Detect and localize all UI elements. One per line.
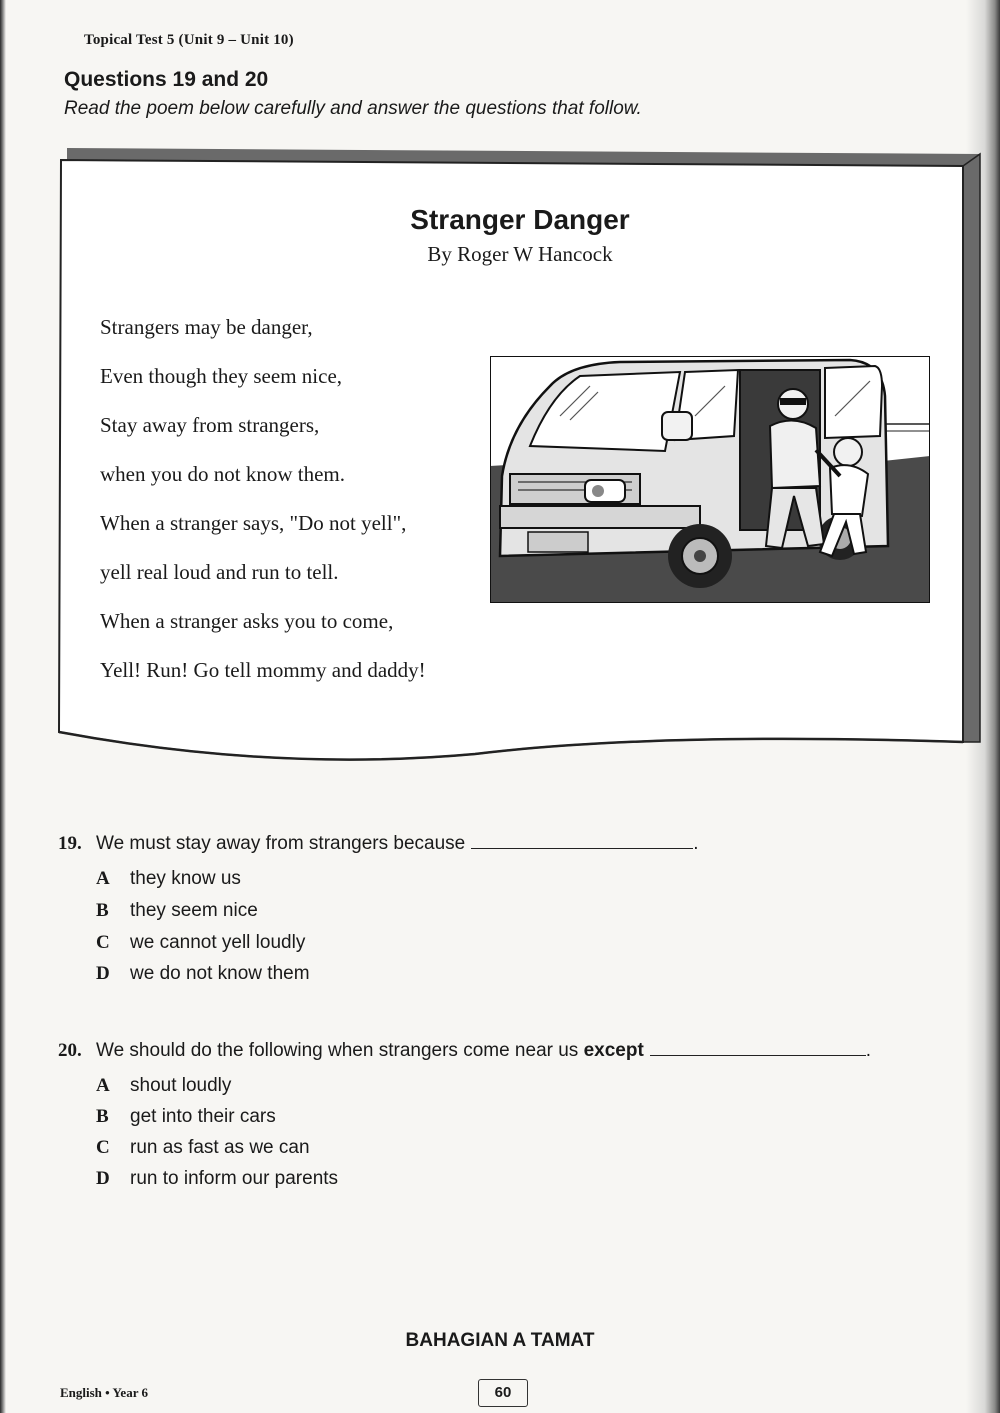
instruction-text: Read the poem below carefully and answer the questions that follow. [64, 98, 642, 119]
stem-end: . [693, 833, 699, 854]
question-emphasis: except [583, 1040, 644, 1061]
option-letter: D [96, 1168, 110, 1189]
poem-line: When a stranger says, "Do not yell", [100, 511, 407, 535]
option-text: they know us [130, 868, 241, 889]
option-text: get into their cars [130, 1106, 276, 1127]
poem-line: Stay away from strangers, [100, 413, 320, 437]
option-letter: C [96, 932, 110, 953]
option-letter: C [96, 1137, 110, 1158]
poem-line: Strangers may be danger, [100, 315, 313, 339]
poem-line: When a stranger asks you to come, [100, 609, 394, 633]
question-19 [58, 833, 699, 855]
option-text: we cannot yell loudly [130, 932, 306, 953]
option-text: we do not know them [130, 963, 310, 984]
option-letter: A [96, 868, 110, 889]
option-text: shout loudly [130, 1075, 232, 1096]
answer-blank [650, 1053, 866, 1056]
question-stem: We must stay away from strangers because [96, 833, 466, 854]
option-20-b [96, 1106, 276, 1128]
poem-line: yell real loud and run to tell. [100, 560, 339, 584]
answer-blank [471, 846, 693, 849]
option-19-d [96, 963, 310, 985]
stem-end: . [865, 1040, 872, 1061]
test-title: Topical Test 5 (Unit 9 – Unit 10) [84, 32, 294, 48]
van-illustration [490, 356, 930, 603]
option-19-b [96, 900, 258, 922]
question-number: 20. [58, 1040, 82, 1061]
option-text: run as fast as we can [130, 1137, 310, 1158]
page-number: 60 [478, 1379, 528, 1407]
option-20-a [96, 1075, 231, 1097]
poem-author: By Roger W Hancock [427, 242, 613, 266]
question-20 [58, 1040, 871, 1062]
option-text: run to inform our parents [130, 1168, 339, 1189]
option-19-a [96, 868, 241, 890]
question-number: 19. [58, 833, 82, 854]
poem-line: when you do not know them. [100, 462, 345, 486]
poem-line: Even though they seem nice, [100, 364, 343, 388]
option-letter: B [96, 1106, 109, 1127]
book-label: English • Year 6 [60, 1385, 148, 1400]
option-letter: A [96, 1075, 110, 1096]
poem-body [100, 312, 426, 704]
option-20-d [96, 1168, 338, 1190]
question-stem: We should do the following when strangers come near us [96, 1040, 579, 1061]
poem-title: Stranger Danger [410, 204, 630, 235]
poem-line: Yell! Run! Go tell mommy and daddy! [100, 658, 426, 682]
option-letter: B [96, 900, 109, 921]
option-20-c [96, 1137, 310, 1159]
questions-heading: Questions 19 and 20 [64, 68, 269, 91]
option-letter: D [96, 963, 110, 984]
option-19-c [96, 932, 305, 954]
section-end-label: BAHAGIAN A TAMAT [405, 1330, 595, 1351]
option-text: they seem nice [130, 900, 258, 921]
